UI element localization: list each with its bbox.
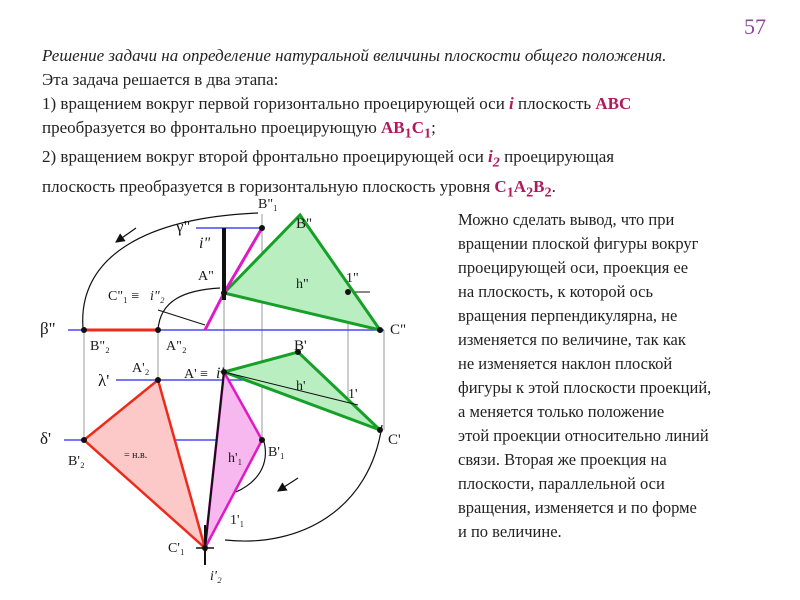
step-2-text-d: . [551, 176, 556, 196]
conclusion-line: а меняется только положение [458, 402, 665, 421]
label-b2-top: B'₂ [68, 454, 85, 469]
step-1-result: $AB_1C_1$ [381, 118, 432, 142]
step-2-result: $C_1A_2B_2$ [494, 176, 552, 201]
intro-line-2: Эта задача решается в два этапа: [42, 70, 279, 89]
label-h-top: h' [296, 379, 306, 394]
step-2-text-b: проецирующая [499, 147, 615, 167]
upper-arrow [119, 228, 136, 240]
conclusion-line: Можно сделать вывод, что при [458, 210, 675, 229]
step-1-plane: ABC [595, 94, 632, 113]
slide-number: 57 [744, 14, 766, 39]
conclusion-line: плоскости, параллельной оси [458, 474, 665, 493]
label-i2-front: i"₂ [150, 289, 165, 304]
label-a2-top: A'₂ [132, 361, 150, 376]
label-h-front: h" [296, 277, 309, 292]
front-rotation-link [158, 310, 205, 325]
step-1-text-d: ; [431, 118, 436, 137]
label-c1-front: C"₁ ≡ [108, 289, 140, 304]
label-b2-front: B"₂ [90, 339, 110, 354]
upper-rotation-arc [83, 213, 258, 328]
label-b-front: B" [296, 216, 313, 232]
conclusion-line: на плоскость, к которой ось [458, 282, 654, 301]
conclusion-line: вращения перпендикулярна, не [458, 306, 678, 325]
label-a-top: A' ≡ [184, 367, 209, 382]
conclusion-line: этой проекции относительно линий [458, 426, 709, 445]
step-1-text-a: 1) вращением вокруг первой горизонтально проецирующей оси [42, 94, 510, 113]
conclusion-line: вращении плоской фигуры вокруг [458, 234, 699, 253]
step-1-axis: i [509, 94, 514, 113]
conclusion-line: проецирующей оси, проекция ее [458, 258, 689, 277]
label-b1-front: B"₁ [258, 197, 278, 212]
label-a2-front: A"₂ [166, 339, 187, 354]
step-2-text-c: плоскость преобразуется в горизонтальную плоскость уровня [42, 176, 495, 196]
label-nv: = н.в. [124, 450, 148, 461]
label-lambda: λ' [98, 371, 110, 390]
conclusion-line: связи. Вторая же проекция на [458, 450, 667, 469]
step-2-text-a: 2) вращением вокруг второй фронтально проецирующей оси [42, 147, 489, 167]
lower-arrow [281, 478, 298, 489]
step-1-text-c: преобразуется во фронтально проецирующую [42, 118, 382, 137]
label-one-front: 1" [346, 271, 359, 286]
label-h1-top: h'₁ [228, 451, 243, 466]
intro-title: Решение задачи на определение натуральной величины плоскости общего положения. [42, 46, 667, 65]
conclusion-line: фигуры к этой плоскости проекций, [458, 378, 712, 397]
label-b1-top: B'₁ [268, 445, 285, 460]
label-i-top: i' [216, 365, 224, 382]
conclusion-line: вращения, изменяется и по форме [458, 498, 697, 517]
conclusion-line: не изменяется наклон плоской [458, 354, 673, 373]
label-c-front: C" [390, 322, 407, 338]
label-c-top: C' [388, 432, 401, 448]
label-i-front: i" [199, 235, 211, 252]
label-i2-top: i'₂ [210, 569, 222, 584]
label-a-front: A" [198, 269, 214, 284]
step-1-text-b: плоскость [513, 94, 596, 113]
label-beta: β" [40, 319, 56, 338]
conclusion-line: и по величине. [458, 522, 562, 541]
conclusion-line: изменяется по величине, так как [458, 330, 686, 349]
label-gamma: γ" [176, 217, 191, 236]
label-c1-top: C'₁ [168, 541, 185, 556]
label-one-top: 1' [348, 387, 358, 402]
label-delta: δ' [40, 429, 52, 448]
front-small-arc [158, 288, 220, 330]
label-b-top: B' [294, 338, 307, 354]
step-2-axis: $i_2$ [488, 147, 500, 171]
label-one1-top: 1'₁ [230, 513, 245, 528]
triangle-true-size [84, 380, 205, 548]
